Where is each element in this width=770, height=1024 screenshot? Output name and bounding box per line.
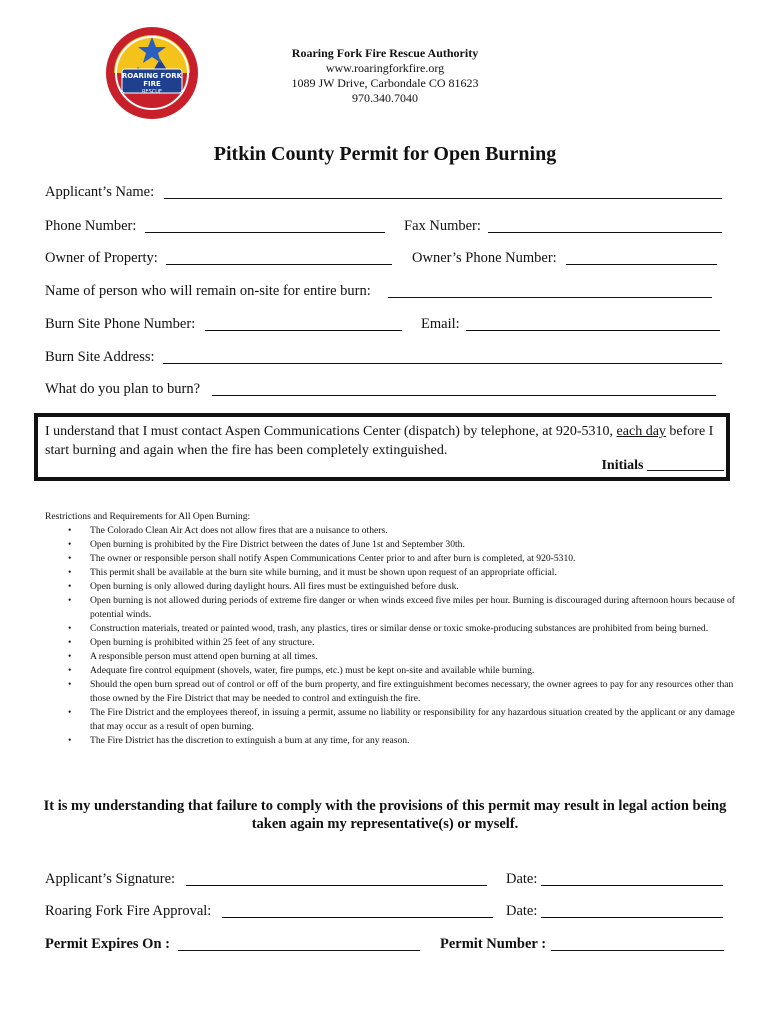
restriction-item: • A responsible person must attend open burning at all times. — [90, 650, 735, 664]
organization-block — [250, 46, 520, 106]
applicant-signature-field[interactable] — [186, 885, 487, 886]
restriction-item: • The Fire District and the employees thereof, in issuing a permit, assume no liability or responsibility for any hazardous situation created by the applicant or any damage that may occur as a result of open burning. — [90, 706, 735, 734]
initials-field[interactable]: Initials ___________ — [601, 458, 724, 473]
restriction-item: • Open burning is not allowed during periods of extreme fire danger or when winds exceed five miles per hour. Burning is discouraged during afternoon hours because of potential winds. — [90, 594, 735, 622]
restriction-item: • Should the open burn spread out of control or off of the burn property, and fire extinguishment becomes necessary, the owner agrees to pay for any resources other than those owned by the Fire District that may be needed to control and extinguish the fire. — [90, 678, 735, 706]
owner-phone-field[interactable] — [566, 264, 717, 265]
owner-property-label: Owner of Property: — [45, 250, 158, 266]
applicant-name-field[interactable] — [164, 198, 722, 199]
org-website[interactable]: www.roaringforkfire.org — [325, 61, 445, 75]
restrictions-section — [45, 510, 735, 748]
burn-site-address-label: Burn Site Address: — [45, 349, 155, 365]
date-field-2[interactable] — [541, 917, 723, 918]
burn-site-address-field[interactable] — [163, 363, 722, 364]
svg-text:RESCUE: RESCUE — [141, 89, 163, 95]
burn-site-phone-label: Burn Site Phone Number: — [45, 316, 196, 332]
legal-warning: It is my understanding that failure to comply with the provisions of this permit may result in legal action being taken again my representative(s) or myself. — [43, 798, 727, 832]
onsite-person-label: Name of person who will remain on-site for entire burn: — [45, 283, 371, 299]
restrictions-list — [45, 524, 735, 748]
owner-property-field[interactable] — [166, 264, 392, 265]
page-title: Pitkin County Permit for Open Burning — [213, 143, 557, 165]
fax-number-field[interactable] — [488, 232, 722, 233]
email-label: Email: — [421, 316, 460, 332]
email-field[interactable] — [466, 330, 720, 331]
onsite-person-field[interactable] — [388, 297, 712, 298]
dispatch-notice-text: I understand that I must contact Aspen Communications Center (dispatch) by telephone, at 920-5310, each day before I start burning and again when the fire has been completely extinguished. — [45, 424, 714, 458]
restriction-item: • Open burning is prohibited within 25 feet of any structure. — [90, 636, 735, 650]
restrictions-heading: Restrictions and Requirements for All Open Burning: — [45, 511, 251, 522]
date-field-1[interactable] — [541, 885, 723, 886]
owner-phone-label: Owner’s Phone Number: — [412, 250, 557, 266]
org-name: Roaring Fork Fire Rescue Authority — [291, 46, 479, 60]
applicant-signature-label: Applicant’s Signature: — [45, 871, 176, 887]
permit-expires-field[interactable] — [178, 950, 420, 951]
restriction-item: • Construction materials, treated or painted wood, trash, any plastics, tires or similar dense or toxic smoke-producing substances are prohibited from being burned. — [90, 622, 735, 636]
date-label-2: Date: — [506, 903, 538, 919]
org-address: 1089 JW Drive, Carbondale CO 81623 — [291, 76, 479, 90]
approval-field[interactable] — [222, 917, 493, 918]
restriction-item: • Adequate fire control equipment (shovels, water, fire pumps, etc.) must be kept on-site and available while burning. — [90, 664, 735, 678]
svg-text:ROARING FORK: ROARING FORK — [121, 72, 183, 80]
permit-number-field[interactable] — [551, 950, 724, 951]
restriction-item: • This permit shall be available at the burn site while burning, and it must be shown upon request of an appropriate official. — [90, 566, 735, 580]
what-burn-label: What do you plan to burn? — [45, 381, 201, 397]
approval-label: Roaring Fork Fire Approval: — [45, 903, 212, 919]
what-burn-field[interactable] — [212, 395, 716, 396]
applicant-name-label: Applicant’s Name: — [45, 184, 155, 200]
restriction-item: • The owner or responsible person shall notify Aspen Communications Center prior to and after burn is completed, at 920-5310. — [90, 552, 735, 566]
restriction-item: • The Colorado Clean Air Act does not allow fires that are a nuisance to others. — [90, 524, 735, 538]
org-phone: 970.340.7040 — [352, 91, 418, 105]
burn-site-phone-field[interactable] — [205, 330, 402, 331]
fax-number-label: Fax Number: — [404, 218, 481, 234]
restriction-item: • Open burning is prohibited by the Fire District between the dates of June 1st and September 30th. — [90, 538, 735, 552]
each-day-emphasis: each day — [616, 424, 666, 439]
restriction-item: • Open burning is only allowed during daylight hours. All fires must be extinguished before dusk. — [90, 580, 735, 594]
phone-number-label: Phone Number: — [45, 218, 137, 234]
svg-text:FIRE: FIRE — [143, 80, 161, 88]
permit-expires-label: Permit Expires On : — [45, 936, 170, 952]
phone-number-field[interactable] — [145, 232, 385, 233]
permit-number-label: Permit Number : — [440, 936, 547, 952]
date-label-1: Date: — [506, 871, 538, 887]
roaring-fork-fire-logo — [104, 23, 200, 123]
restriction-item: • The Fire District has the discretion to extinguish a burn at any time, for any reason. — [90, 734, 735, 748]
